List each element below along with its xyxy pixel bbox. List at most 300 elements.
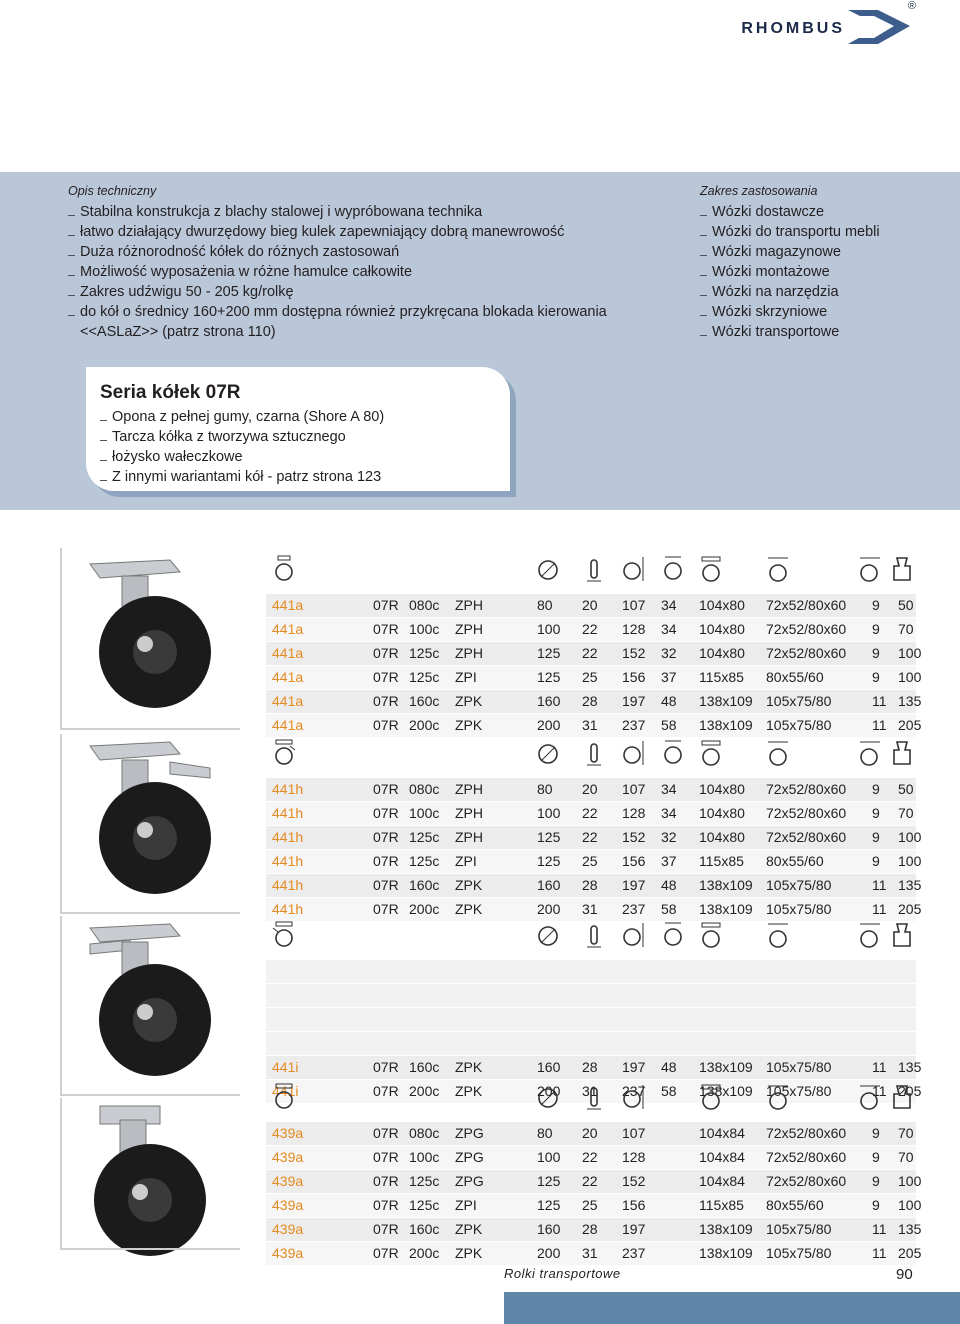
- table-cell: 100: [898, 853, 922, 869]
- table-row: [266, 594, 916, 618]
- icon-header-row: [266, 732, 916, 778]
- table-cell: 080c: [409, 1125, 440, 1141]
- table-cell: ZPG: [455, 1125, 484, 1141]
- table-cell: 07R: [373, 693, 399, 709]
- tech-line: Duża różnorodność kółek do różnych zastosowań: [68, 242, 688, 262]
- series-line: Tarcza kółka z tworzywa sztucznego: [100, 427, 500, 447]
- table-cell: 200: [537, 901, 561, 917]
- article-number: 441a: [272, 669, 304, 685]
- table-cell: 72x52/80x60: [766, 597, 847, 613]
- table-cell: 105x75/80: [766, 717, 832, 733]
- table-cell: 125: [537, 853, 561, 869]
- table-cell: ZPK: [455, 901, 483, 917]
- series-title: Seria kółek 07R: [100, 382, 241, 403]
- table-cell: ZPH: [455, 829, 483, 845]
- table-cell: 34: [661, 781, 677, 797]
- table-cell: ZPI: [455, 853, 477, 869]
- series-line: łożysko wałeczkowe: [100, 447, 500, 467]
- wheel-diameter-icon: [536, 1082, 560, 1112]
- table-cell: 9: [872, 1149, 880, 1165]
- brand-name: RHOMBUS: [741, 20, 845, 37]
- article-number: 441a: [272, 717, 304, 733]
- empty-row: [266, 984, 916, 1008]
- image-frame-line: [60, 912, 240, 914]
- table-cell: 72x52/80x60: [766, 1125, 847, 1141]
- image-frame-line: [60, 1094, 240, 1096]
- table-cell: 160c: [409, 693, 440, 709]
- table-cell: 07R: [373, 1221, 399, 1237]
- table-cell: 105x75/80: [766, 877, 832, 893]
- image-frame-line: [60, 728, 240, 730]
- table-cell: 58: [661, 901, 677, 917]
- table-cell: 80x55/60: [766, 669, 824, 685]
- tech-line: Możliwość wyposażenia w różne hamulce całkowite: [68, 262, 688, 282]
- table-cell: 80x55/60: [766, 853, 824, 869]
- table-cell: 11: [872, 901, 887, 917]
- table-cell: 160: [537, 693, 561, 709]
- article-number: 441h: [272, 805, 304, 821]
- table-cell: 80: [537, 597, 553, 613]
- table-cell: 107: [622, 781, 646, 797]
- load-capacity-icon: [890, 1082, 914, 1112]
- table-cell: 205: [898, 717, 922, 733]
- table-cell: 160: [537, 877, 561, 893]
- table-cell: 20: [582, 597, 598, 613]
- rhombus-logo-icon: [844, 6, 914, 46]
- table-cell: 11: [872, 1083, 887, 1099]
- table-cell: 125: [537, 669, 561, 685]
- table-cell: 07R: [373, 645, 399, 661]
- table-cell: 72x52/80x60: [766, 645, 847, 661]
- table-cell: 200: [537, 1083, 561, 1099]
- table-row: [266, 690, 922, 714]
- table-cell: 104x80: [699, 829, 745, 845]
- table-cell: 128: [622, 621, 646, 637]
- table-cell: ZPK: [455, 1221, 483, 1237]
- table-cell: ZPK: [455, 1059, 483, 1075]
- table-cell: 48: [661, 693, 677, 709]
- table-cell: 11: [872, 1245, 887, 1261]
- table-cell: 200: [537, 1245, 561, 1261]
- table-cell: 197: [622, 693, 646, 709]
- table-cell: 107: [622, 1125, 646, 1141]
- scope-line: Wózki na narzędzia: [700, 282, 950, 302]
- table-cell: 70: [898, 1149, 914, 1165]
- table-cell: ZPK: [455, 1245, 483, 1261]
- table-cell: 48: [661, 877, 677, 893]
- table-cell: 34: [661, 597, 677, 613]
- table-cell: 152: [622, 645, 646, 661]
- table-cell: 80: [537, 1125, 553, 1141]
- table-cell: 07R: [373, 1149, 399, 1165]
- table-cell: 28: [582, 1221, 598, 1237]
- table-cell: 125c: [409, 645, 440, 661]
- offset-icon: [661, 554, 685, 584]
- table-cell: 100: [898, 669, 922, 685]
- table-cell: 105x75/80: [766, 1221, 832, 1237]
- table-cell: 115x85: [699, 1197, 744, 1213]
- registered-mark: ®: [907, 0, 916, 12]
- table-row: [266, 778, 916, 802]
- table-cell: ZPK: [455, 717, 483, 733]
- table-cell: 138x109: [699, 1245, 753, 1261]
- table-cell: 105x75/80: [766, 1059, 832, 1075]
- table-cell: 07R: [373, 597, 399, 613]
- article-number: 439a: [272, 1125, 304, 1141]
- table-cell: 31: [582, 1083, 598, 1099]
- article-number: 441a: [272, 693, 304, 709]
- table-cell: 70: [898, 1125, 914, 1141]
- table-cell: 25: [582, 669, 598, 685]
- technical-description: [68, 184, 688, 342]
- table-cell: 100: [537, 621, 561, 637]
- table-cell: 72x52/80x60: [766, 805, 847, 821]
- tech-line: Stabilna konstrukcja z blachy stalowej i wypróbowana technika: [68, 202, 688, 222]
- table-cell: 138x109: [699, 877, 753, 893]
- tech-line: łatwo działający dwurzędowy bieg kulek zapewniający dobrą manewrowość: [68, 222, 688, 242]
- table-cell: 156: [622, 1197, 646, 1213]
- table-cell: ZPH: [455, 805, 483, 821]
- icon-header-row: [266, 1076, 916, 1122]
- table-cell: 237: [622, 717, 646, 733]
- overall-height-icon: [622, 920, 646, 950]
- table-cell: 125c: [409, 669, 440, 685]
- table-cell: 205: [898, 1245, 922, 1261]
- table-cell: 138x109: [699, 1059, 753, 1075]
- table-cell: 128: [622, 1149, 646, 1165]
- table-cell: ZPG: [455, 1149, 484, 1165]
- table-cell: 9: [872, 805, 880, 821]
- table-row: [266, 802, 916, 826]
- article-number: 441i: [272, 1083, 299, 1099]
- table-cell: 28: [582, 1059, 598, 1075]
- table-cell: 138x109: [699, 1083, 753, 1099]
- table-cell: 37: [661, 853, 677, 869]
- article-number: 439a: [272, 1245, 304, 1261]
- table-row: [266, 1242, 922, 1266]
- table-cell: 07R: [373, 853, 399, 869]
- table-cell: 9: [872, 621, 880, 637]
- table-cell: 72x52/80x60: [766, 781, 847, 797]
- table-cell: 9: [872, 1197, 880, 1213]
- table-cell: ZPH: [455, 597, 483, 613]
- image-frame-line: [60, 1248, 240, 1250]
- wheel-width-icon: [582, 738, 606, 768]
- table-cell: 07R: [373, 1059, 399, 1075]
- table-cell: 200c: [409, 1083, 440, 1099]
- footer-bar: [504, 1292, 960, 1324]
- bolt-hole-diameter-icon: [858, 738, 882, 768]
- table-cell: 152: [622, 829, 646, 845]
- tech-line: do kół o średnicy 160+200 mm dostępna również przykręcana blokada kierowania: [68, 302, 688, 322]
- table-cell: 07R: [373, 877, 399, 893]
- table-cell: 07R: [373, 1083, 399, 1099]
- table-cell: 11: [872, 877, 887, 893]
- bolt-hole-diameter-icon: [858, 554, 882, 584]
- table-cell: 32: [661, 645, 677, 661]
- table-cell: 160c: [409, 877, 440, 893]
- table-cell: 9: [872, 781, 880, 797]
- table-cell: 135: [898, 1059, 922, 1075]
- table-cell: 115x85: [699, 853, 744, 869]
- table-cell: 31: [582, 901, 598, 917]
- table-cell: 11: [872, 717, 887, 733]
- scope-line: Wózki magazynowe: [700, 242, 950, 262]
- table-cell: 07R: [373, 901, 399, 917]
- table-cell: 31: [582, 717, 598, 733]
- wheel-diameter-icon: [536, 920, 560, 950]
- table-cell: 9: [872, 597, 880, 613]
- scope-heading: Zakres zastosowania: [700, 184, 818, 198]
- table-row: [266, 642, 922, 666]
- tech-heading: Opis techniczny: [68, 184, 157, 198]
- table-cell: 105x75/80: [766, 1245, 832, 1261]
- table-cell: 125: [537, 1173, 561, 1189]
- table-cell: 50: [898, 781, 914, 797]
- table-439a: [266, 1076, 922, 1266]
- table-cell: 07R: [373, 1125, 399, 1141]
- table-cell: 22: [582, 1173, 598, 1189]
- overall-height-icon: [622, 554, 646, 584]
- empty-row: [266, 960, 916, 984]
- table-cell: 138x109: [699, 717, 753, 733]
- table-cell: 72x52/80x60: [766, 829, 847, 845]
- table-cell: ZPK: [455, 693, 483, 709]
- table-cell: 135: [898, 1221, 922, 1237]
- table-row: [266, 1146, 916, 1170]
- table-cell: 197: [622, 877, 646, 893]
- table-cell: 07R: [373, 1245, 399, 1261]
- table-cell: 104x84: [699, 1173, 745, 1189]
- table-cell: 205: [898, 901, 922, 917]
- table-cell: 152: [622, 1173, 646, 1189]
- table-cell: 200c: [409, 717, 440, 733]
- icon-header-row: [266, 914, 916, 960]
- swivel-castor-image: [60, 552, 240, 722]
- scope-line: Wózki skrzyniowe: [700, 302, 950, 322]
- tech-line: Zakres udźwigu 50 - 205 kg/rolkę: [68, 282, 688, 302]
- image-frame-line: [60, 916, 62, 1096]
- table-cell: 9: [872, 645, 880, 661]
- table-cell: 237: [622, 1245, 646, 1261]
- table-cell: 197: [622, 1221, 646, 1237]
- plate-size-icon: [699, 1082, 723, 1112]
- table-cell: 125: [537, 1197, 561, 1213]
- scope-line: Wózki do transportu mebli: [700, 222, 950, 242]
- fixed-castor-image: [60, 1100, 240, 1270]
- table-cell: 11: [872, 693, 887, 709]
- table-cell: 9: [872, 1125, 880, 1141]
- article-number: 441a: [272, 621, 304, 637]
- table-cell: 80: [537, 781, 553, 797]
- overall-height-icon: [622, 738, 646, 768]
- table-cell: 07R: [373, 781, 399, 797]
- article-number: 441h: [272, 901, 304, 917]
- table-cell: 22: [582, 1149, 598, 1165]
- scope-line: Wózki montażowe: [700, 262, 950, 282]
- table-cell: 32: [661, 829, 677, 845]
- table-cell: 20: [582, 781, 598, 797]
- table-cell: 22: [582, 645, 598, 661]
- table-cell: 70: [898, 621, 914, 637]
- table-cell: 138x109: [699, 693, 753, 709]
- table-cell: 22: [582, 829, 598, 845]
- table-cell: 104x80: [699, 781, 745, 797]
- empty-row: [266, 1008, 916, 1032]
- scope-of-use: [700, 184, 950, 342]
- image-frame-line: [60, 1098, 62, 1248]
- table-cell: 100c: [409, 621, 440, 637]
- bolt-hole-spacing-icon: [766, 1082, 790, 1112]
- table-cell: 07R: [373, 805, 399, 821]
- table-cell: 156: [622, 853, 646, 869]
- table-cell: 197: [622, 1059, 646, 1075]
- load-capacity-icon: [890, 554, 914, 584]
- bolt-hole-spacing-icon: [766, 554, 790, 584]
- series-description: [100, 381, 500, 487]
- table-cell: ZPG: [455, 1173, 484, 1189]
- table-cell: 11: [872, 1221, 887, 1237]
- table-cell: 100: [898, 1197, 922, 1213]
- offset-icon: [661, 738, 685, 768]
- table-441a: [266, 548, 922, 738]
- wheel-width-icon: [582, 920, 606, 950]
- table-cell: 105x75/80: [766, 901, 832, 917]
- table-cell: 72x52/80x60: [766, 621, 847, 637]
- table-cell: ZPI: [455, 1197, 477, 1213]
- table-cell: 135: [898, 877, 922, 893]
- table-row: [266, 874, 922, 898]
- table-cell: 156: [622, 669, 646, 685]
- table-cell: 080c: [409, 597, 440, 613]
- wheel-width-icon: [582, 1082, 606, 1112]
- table-cell: 28: [582, 693, 598, 709]
- table-cell: 48: [661, 1059, 677, 1075]
- empty-row: [266, 1032, 916, 1056]
- table-cell: ZPK: [455, 1083, 483, 1099]
- tech-line: <<ASLaZ>> (patrz strona 110): [80, 324, 276, 340]
- load-capacity-icon: [890, 920, 914, 950]
- footer-label: Rolki transportowe: [504, 1266, 621, 1281]
- bolt-hole-diameter-icon: [858, 1082, 882, 1112]
- table-cell: 104x80: [699, 805, 745, 821]
- table-cell: 135: [898, 693, 922, 709]
- table-cell: 58: [661, 1083, 677, 1099]
- table-cell: 160: [537, 1059, 561, 1075]
- table-cell: 138x109: [699, 1221, 753, 1237]
- table-cell: 50: [898, 597, 914, 613]
- load-capacity-icon: [890, 738, 914, 768]
- table-cell: 07R: [373, 669, 399, 685]
- article-number: 439a: [272, 1149, 304, 1165]
- icon-header-row: [266, 548, 916, 594]
- article-number: 441a: [272, 645, 304, 661]
- table-cell: 100c: [409, 1149, 440, 1165]
- table-cell: 25: [582, 1197, 598, 1213]
- article-number: 439a: [272, 1173, 304, 1189]
- table-cell: 205: [898, 1083, 922, 1099]
- table-cell: 105x75/80: [766, 1083, 832, 1099]
- bolt-hole-spacing-icon: [766, 920, 790, 950]
- image-frame-line: [60, 548, 62, 728]
- table-cell: 70: [898, 805, 914, 821]
- table-cell: ZPH: [455, 621, 483, 637]
- article-number: 441i: [272, 1059, 299, 1075]
- table-cell: 160: [537, 1221, 561, 1237]
- table-cell: 104x80: [699, 621, 745, 637]
- table-cell: 080c: [409, 781, 440, 797]
- table-cell: 125c: [409, 853, 440, 869]
- table-cell: 200c: [409, 901, 440, 917]
- table-cell: 72x52/80x60: [766, 1149, 847, 1165]
- table-cell: 9: [872, 1173, 880, 1189]
- article-number: 441h: [272, 781, 304, 797]
- table-cell: 200: [537, 717, 561, 733]
- table-cell: 80x55/60: [766, 1197, 824, 1213]
- table-row: [266, 826, 922, 850]
- table-cell: 34: [661, 805, 677, 821]
- series-line: Opona z pełnej gumy, czarna (Shore A 80): [100, 407, 500, 427]
- table-row: [266, 618, 916, 642]
- swivel-castor-total-lock-image: [60, 920, 240, 1090]
- table-cell: 125c: [409, 829, 440, 845]
- page-number: 90: [896, 1266, 913, 1283]
- table-cell: 125: [537, 829, 561, 845]
- offset-icon: [661, 920, 685, 950]
- plate-size-icon: [699, 738, 723, 768]
- table-cell: 07R: [373, 717, 399, 733]
- table-row: [266, 666, 922, 690]
- table-cell: 31: [582, 1245, 598, 1261]
- table-cell: 128: [622, 805, 646, 821]
- table-cell: 07R: [373, 829, 399, 845]
- table-cell: ZPH: [455, 645, 483, 661]
- series-line: Z innymi wariantami kół - patrz strona 123: [100, 467, 500, 487]
- table-cell: 100: [537, 805, 561, 821]
- table-cell: 104x80: [699, 597, 745, 613]
- scope-line: Wózki dostawcze: [700, 202, 950, 222]
- table-cell: 07R: [373, 621, 399, 637]
- table-cell: 125: [537, 645, 561, 661]
- table-cell: 105x75/80: [766, 693, 832, 709]
- table-cell: 20: [582, 1125, 598, 1141]
- table-cell: 104x84: [699, 1125, 745, 1141]
- table-cell: 07R: [373, 1197, 399, 1213]
- article-number: 441h: [272, 853, 304, 869]
- table-cell: 100: [898, 645, 922, 661]
- table-cell: ZPH: [455, 781, 483, 797]
- table-cell: 160c: [409, 1221, 440, 1237]
- table-cell: 107: [622, 597, 646, 613]
- table-cell: 125c: [409, 1197, 440, 1213]
- article-number: 439a: [272, 1221, 304, 1237]
- article-number: 441h: [272, 829, 304, 845]
- table-cell: 138x109: [699, 901, 753, 917]
- table-cell: 115x85: [699, 669, 744, 685]
- table-cell: 28: [582, 877, 598, 893]
- table-cell: 100c: [409, 805, 440, 821]
- table-cell: 237: [622, 901, 646, 917]
- bolt-hole-spacing-icon: [766, 738, 790, 768]
- image-frame-line: [60, 734, 62, 914]
- wheel-diameter-icon: [536, 738, 560, 768]
- table-cell: 9: [872, 669, 880, 685]
- table-cell: 11: [872, 1059, 887, 1075]
- table-cell: 100: [898, 829, 922, 845]
- table-cell: 100: [537, 1149, 561, 1165]
- table-cell: 58: [661, 717, 677, 733]
- wheel-diameter-icon: [536, 554, 560, 584]
